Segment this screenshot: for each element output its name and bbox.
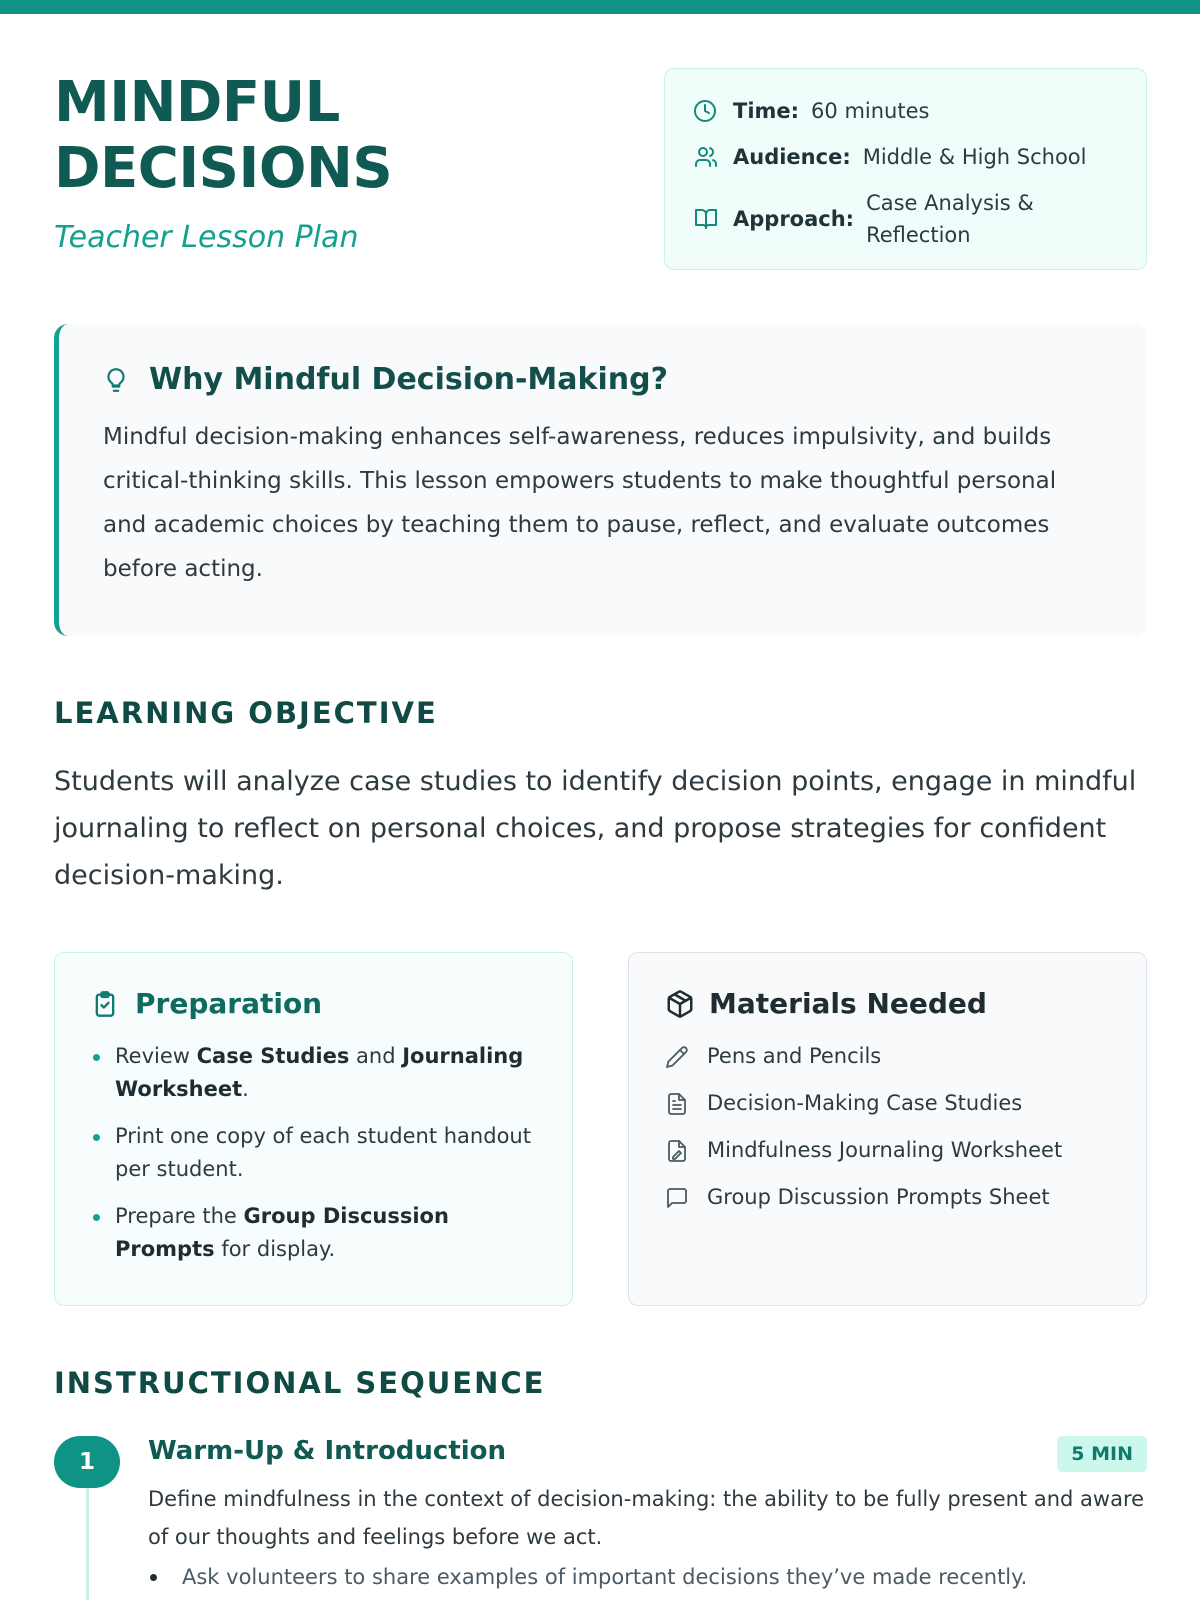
prep-item-2-text: Print one copy of each student handout per student. <box>115 1124 531 1181</box>
package-icon <box>665 989 695 1019</box>
list-item <box>665 1181 1110 1214</box>
users-icon <box>693 141 721 173</box>
file-signature-icon <box>665 1139 693 1163</box>
prep-item-1-text: Review <box>115 1044 197 1068</box>
material-case-studies-label: Decision-Making Case Studies <box>707 1091 1023 1115</box>
chat-icon <box>665 1186 693 1210</box>
preparation-title: Preparation <box>135 987 323 1020</box>
meta-time-value: 60 minutes <box>811 99 930 123</box>
material-worksheet-label: Mindfulness Journaling Worksheet <box>707 1138 1063 1162</box>
lightbulb-icon <box>103 365 133 395</box>
preparation-list <box>91 1040 536 1266</box>
list-item <box>665 1134 1110 1167</box>
step-number-badge: 1 <box>54 1436 120 1488</box>
materials-card <box>628 952 1147 1306</box>
page-title <box>54 70 614 202</box>
learning-objective-heading: LEARNING OBJECTIVE <box>54 696 438 730</box>
materials-title: Materials Needed <box>709 987 987 1020</box>
prep-item-1-bold-worksheet: Journaling Worksheet <box>115 1044 524 1101</box>
step-description: Define mindfulness in the context of decision-making: the ability to be fully present and aware of our thoughts and feelings before we act. <box>148 1487 1145 1549</box>
clock-icon <box>693 95 721 127</box>
list-item <box>91 1040 536 1106</box>
step-title: Warm-Up & Introduction <box>148 1436 507 1466</box>
step-duration-badge: 5 MIN <box>1057 1436 1147 1472</box>
material-prompts-label: Group Discussion Prompts Sheet <box>707 1185 1050 1209</box>
page-subtitle: Teacher Lesson Plan <box>54 220 359 255</box>
title-block <box>54 70 614 255</box>
meta-time-label: Time: <box>733 99 800 123</box>
why-header <box>103 362 1103 397</box>
meta-time <box>693 95 1118 127</box>
preparation-header <box>91 987 536 1020</box>
instructional-sequence-heading: INSTRUCTIONAL SEQUENCE <box>54 1366 546 1400</box>
list-item <box>665 1040 1110 1073</box>
list-item <box>91 1200 536 1266</box>
clipboard-check-icon <box>91 989 121 1019</box>
lesson-meta-card <box>664 68 1147 270</box>
meta-audience-label: Audience: <box>733 145 851 169</box>
meta-audience-value: Middle & High School <box>862 145 1087 169</box>
step-timeline-line <box>86 1488 89 1600</box>
prep-item-3-tail: for display. <box>214 1237 336 1261</box>
why-callout <box>54 324 1147 636</box>
learning-objective-text: Students will analyze case studies to identify decision points, engage in mindful journaling to reflect on personal choices, and propose strategies for confident decision-making. <box>54 766 1137 891</box>
meta-approach-label: Approach: <box>733 207 855 231</box>
list-item <box>91 1120 536 1186</box>
preparation-card <box>54 952 573 1306</box>
why-body: Mindful decision-making enhances self-awareness, reduces impulsivity, and builds critical-thinking skills. This lesson empowers students to make thoughtful personal and academic choices by teaching them to pause, reflect, and evaluate outcomes before acting. <box>103 424 1057 582</box>
why-title: Why Mindful Decision-Making? <box>149 362 668 397</box>
meta-approach <box>693 187 1118 251</box>
title-line-2: DECISIONS <box>54 136 393 201</box>
list-item: Ask volunteers to share examples of important decisions they’ve made recently. <box>148 1560 1148 1594</box>
pencil-icon <box>665 1045 693 1069</box>
document-icon <box>665 1092 693 1116</box>
prep-item-1-conjunction: and <box>349 1044 403 1068</box>
materials-header <box>665 987 1110 1020</box>
prep-item-3-bold-prompts: Group Discussion Prompts <box>115 1204 449 1261</box>
prep-item-1-period: . <box>242 1077 249 1101</box>
top-accent-bar <box>0 0 1200 14</box>
material-pens-label: Pens and Pencils <box>707 1044 882 1068</box>
prep-item-3-text: Prepare the <box>115 1204 244 1228</box>
materials-list <box>665 1040 1110 1214</box>
meta-approach-value: Case Analysis & Reflection <box>866 191 1034 247</box>
book-open-icon <box>693 203 721 235</box>
step-bullets <box>148 1560 1148 1594</box>
list-item <box>665 1087 1110 1120</box>
title-line-1: MINDFUL <box>54 70 340 135</box>
meta-audience <box>693 141 1118 173</box>
prep-item-1-bold-case-studies: Case Studies <box>196 1044 350 1068</box>
